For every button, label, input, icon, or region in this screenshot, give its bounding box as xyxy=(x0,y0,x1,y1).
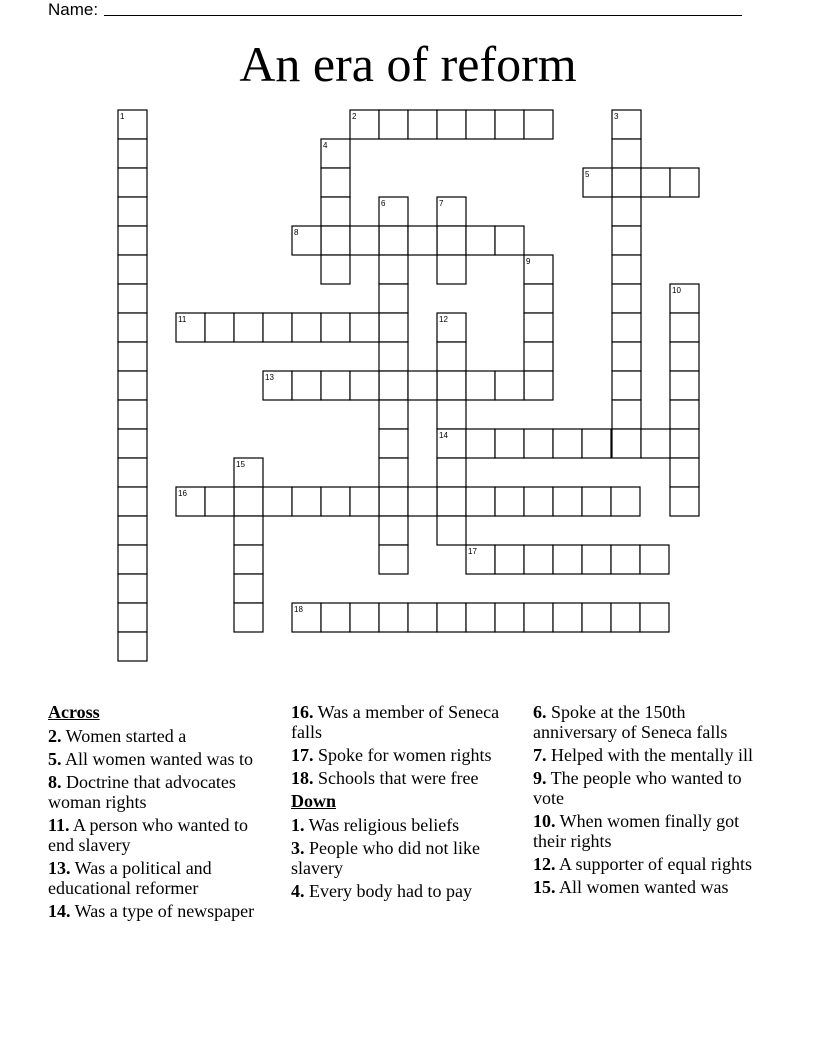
clue-number-9: 9 xyxy=(526,257,531,266)
grid-cell[interactable] xyxy=(379,110,408,139)
clue-across-13: 13. Was a political and educational reformer xyxy=(48,858,212,898)
grid-cell[interactable] xyxy=(408,226,437,255)
grid-cell[interactable] xyxy=(437,516,466,545)
clue-across-2: 2. Women started a xyxy=(48,726,187,746)
clue-number-6: 6 xyxy=(381,199,386,208)
down-heading: Down xyxy=(291,791,337,811)
grid-cell[interactable] xyxy=(524,284,553,313)
grid-cell[interactable] xyxy=(553,487,582,516)
grid-cell[interactable] xyxy=(321,168,350,197)
grid-cell[interactable] xyxy=(553,545,582,574)
clue-number-4: 4 xyxy=(323,141,328,150)
grid-cell[interactable] xyxy=(379,284,408,313)
grid-cell[interactable] xyxy=(495,545,524,574)
grid-cell[interactable] xyxy=(670,458,699,487)
across-heading: Across xyxy=(48,702,100,722)
grid-cell[interactable] xyxy=(437,371,466,400)
grid-cell[interactable] xyxy=(379,516,408,545)
grid-cell[interactable] xyxy=(495,487,524,516)
grid-cell[interactable] xyxy=(612,313,641,342)
clue-number-1: 1 xyxy=(120,112,125,121)
clue-down-12: 12. A supporter of equal rights xyxy=(533,854,752,874)
grid-cell[interactable] xyxy=(292,371,321,400)
grid-cell[interactable] xyxy=(524,603,553,632)
grid-cell[interactable] xyxy=(612,342,641,371)
grid-cell[interactable] xyxy=(641,429,670,458)
grid-cell[interactable] xyxy=(408,487,437,516)
grid-cell[interactable] xyxy=(670,487,699,516)
grid-cell[interactable] xyxy=(466,603,495,632)
clue-down-9: 9. The people who wanted to vote xyxy=(533,768,742,808)
grid-cell[interactable] xyxy=(321,255,350,284)
clue-down-1: 1. Was religious beliefs xyxy=(291,815,460,835)
grid-cell[interactable] xyxy=(670,168,699,197)
grid-cell[interactable] xyxy=(611,545,640,574)
grid-cell[interactable] xyxy=(466,371,495,400)
grid-cell[interactable] xyxy=(670,371,699,400)
grid-cell[interactable] xyxy=(611,487,640,516)
clue-number-2: 2 xyxy=(352,112,357,121)
clue-number-15: 15 xyxy=(236,460,245,469)
grid-cell[interactable] xyxy=(612,429,641,458)
grid-cell[interactable] xyxy=(495,371,524,400)
grid-cell[interactable] xyxy=(379,400,408,429)
grid-cell[interactable] xyxy=(524,313,553,342)
grid-cell[interactable] xyxy=(612,168,641,197)
grid-cell[interactable] xyxy=(670,342,699,371)
grid-cell[interactable] xyxy=(118,255,147,284)
clue-number-17: 17 xyxy=(468,547,477,556)
grid-cell[interactable] xyxy=(437,400,466,429)
grid-cell[interactable] xyxy=(466,226,495,255)
clue-number-7: 7 xyxy=(439,199,444,208)
grid-cell[interactable] xyxy=(612,284,641,313)
grid-cell[interactable] xyxy=(582,429,611,458)
grid-cell[interactable] xyxy=(524,545,553,574)
grid-cell[interactable] xyxy=(118,400,147,429)
grid-cell[interactable] xyxy=(495,429,524,458)
grid-cell[interactable] xyxy=(350,371,379,400)
grid-cell[interactable] xyxy=(234,574,263,603)
grid-cell[interactable] xyxy=(670,313,699,342)
clue-number-14: 14 xyxy=(439,431,448,440)
clue-number-13: 13 xyxy=(265,373,274,382)
grid-cell[interactable] xyxy=(379,603,408,632)
clue-number-18: 18 xyxy=(294,605,303,614)
clue-number-5: 5 xyxy=(585,170,590,179)
grid-cell[interactable] xyxy=(524,429,553,458)
grid-cell[interactable] xyxy=(611,603,640,632)
grid-cell[interactable] xyxy=(263,313,292,342)
grid-cell[interactable] xyxy=(118,603,147,632)
grid-cell[interactable] xyxy=(118,139,147,168)
grid-cell[interactable] xyxy=(263,487,292,516)
grid-cell[interactable] xyxy=(321,487,350,516)
clues-column-1 xyxy=(48,702,278,924)
clue-number-12: 12 xyxy=(439,315,448,324)
grid-cell[interactable] xyxy=(640,603,669,632)
grid-cell[interactable] xyxy=(408,603,437,632)
grid-cell[interactable] xyxy=(495,226,524,255)
grid-cell[interactable] xyxy=(321,197,350,226)
grid-cell[interactable] xyxy=(118,168,147,197)
grid-cell[interactable] xyxy=(118,429,147,458)
grid-cell[interactable] xyxy=(379,458,408,487)
grid-cell[interactable] xyxy=(466,429,495,458)
grid-cell[interactable] xyxy=(205,487,234,516)
grid-cell[interactable] xyxy=(292,487,321,516)
grid-cell[interactable] xyxy=(118,371,147,400)
clue-down-10: 10. When women finally got their rights xyxy=(533,811,740,851)
clues-column-2 xyxy=(291,702,521,904)
grid-cell[interactable] xyxy=(437,342,466,371)
clue-down-4: 4. Every body had to pay xyxy=(291,881,472,901)
clue-across-14: 14. Was a type of newspaper xyxy=(48,901,255,921)
name-label: Name: xyxy=(48,0,99,19)
clue-across-11: 11. A person who wanted to end slavery xyxy=(48,815,248,855)
grid-cell[interactable] xyxy=(582,487,611,516)
grid-cell[interactable] xyxy=(379,487,408,516)
grid-cell[interactable] xyxy=(118,545,147,574)
grid-cell[interactable] xyxy=(205,313,234,342)
grid-cell[interactable] xyxy=(379,255,408,284)
grid-cell[interactable] xyxy=(350,313,379,342)
grid-cell[interactable] xyxy=(350,226,379,255)
grid-cell[interactable] xyxy=(670,429,699,458)
grid-cell[interactable] xyxy=(118,574,147,603)
grid-cell[interactable] xyxy=(321,603,350,632)
grid-cell[interactable] xyxy=(292,313,321,342)
grid-cell[interactable] xyxy=(553,603,582,632)
grid-cell[interactable] xyxy=(524,342,553,371)
grid-cell[interactable] xyxy=(582,603,611,632)
grid-cell[interactable] xyxy=(582,545,611,574)
clue-number-11: 11 xyxy=(178,315,187,324)
clue-across-16: 16. Was a member of Seneca falls xyxy=(291,702,500,742)
grid-cell[interactable] xyxy=(118,197,147,226)
grid-cell[interactable] xyxy=(118,516,147,545)
grid-cell[interactable] xyxy=(321,313,350,342)
grid-cell[interactable] xyxy=(379,313,408,342)
grid-cell[interactable] xyxy=(379,429,408,458)
grid-cell[interactable] xyxy=(379,371,408,400)
clue-across-18: 18. Schools that were free xyxy=(291,768,479,788)
grid-cell[interactable] xyxy=(379,545,408,574)
grid-cell[interactable] xyxy=(612,400,641,429)
clue-down-6: 6. Spoke at the 150th anniversary of Seneca falls xyxy=(533,702,728,742)
grid-cell[interactable] xyxy=(234,487,263,516)
grid-cell[interactable] xyxy=(612,371,641,400)
clues-column-3 xyxy=(533,702,773,900)
grid-cell[interactable] xyxy=(118,313,147,342)
clue-number-8: 8 xyxy=(294,228,299,237)
clue-down-7: 7. Helped with the mentally ill xyxy=(533,745,753,765)
clue-down-15: 15. All women wanted was xyxy=(533,877,729,897)
grid-cell[interactable] xyxy=(524,371,553,400)
clue-across-17: 17. Spoke for women rights xyxy=(291,745,492,765)
grid-cell[interactable] xyxy=(524,110,553,139)
grid-cell[interactable] xyxy=(640,545,669,574)
grid-cell[interactable] xyxy=(118,458,147,487)
grid-cell[interactable] xyxy=(437,110,466,139)
grid-cell[interactable] xyxy=(437,603,466,632)
grid-cell[interactable] xyxy=(641,168,670,197)
clue-across-8: 8. Doctrine that advocates woman rights xyxy=(48,772,236,812)
grid-cell[interactable] xyxy=(466,110,495,139)
grid-cell[interactable] xyxy=(612,197,641,226)
grid-cell[interactable] xyxy=(379,342,408,371)
clue-number-16: 16 xyxy=(178,489,187,498)
grid-cell[interactable] xyxy=(321,371,350,400)
grid-cell[interactable] xyxy=(466,487,495,516)
grid-cell[interactable] xyxy=(234,516,263,545)
grid-cell[interactable] xyxy=(234,545,263,574)
grid-cell[interactable] xyxy=(524,487,553,516)
grid-cell[interactable] xyxy=(118,226,147,255)
clue-number-10: 10 xyxy=(672,286,681,295)
clue-down-3: 3. People who did not like slavery xyxy=(291,838,480,878)
grid-cell[interactable] xyxy=(495,603,524,632)
grid-cell[interactable] xyxy=(350,487,379,516)
grid-cell[interactable] xyxy=(321,226,350,255)
page-title: An era of reform xyxy=(239,36,577,92)
grid-cell[interactable] xyxy=(234,313,263,342)
grid-cell[interactable] xyxy=(118,284,147,313)
grid-cell[interactable] xyxy=(437,487,466,516)
grid-cell[interactable] xyxy=(234,603,263,632)
clue-across-5: 5. All women wanted was to xyxy=(48,749,253,769)
grid-cell[interactable] xyxy=(118,342,147,371)
grid-cell[interactable] xyxy=(379,226,408,255)
grid-cell[interactable] xyxy=(495,110,524,139)
grid-cell[interactable] xyxy=(670,400,699,429)
grid-cell[interactable] xyxy=(350,603,379,632)
grid-cell[interactable] xyxy=(612,255,641,284)
grid-cell[interactable] xyxy=(612,139,641,168)
grid-cell[interactable] xyxy=(553,429,582,458)
grid-cell[interactable] xyxy=(118,487,147,516)
grid-cell[interactable] xyxy=(408,371,437,400)
clue-number-3: 3 xyxy=(614,112,619,121)
grid-cell[interactable] xyxy=(437,458,466,487)
grid-cell[interactable] xyxy=(437,255,466,284)
grid-cell[interactable] xyxy=(408,110,437,139)
grid-cell[interactable] xyxy=(118,632,147,661)
grid-cell[interactable] xyxy=(612,226,641,255)
grid-cell[interactable] xyxy=(437,226,466,255)
